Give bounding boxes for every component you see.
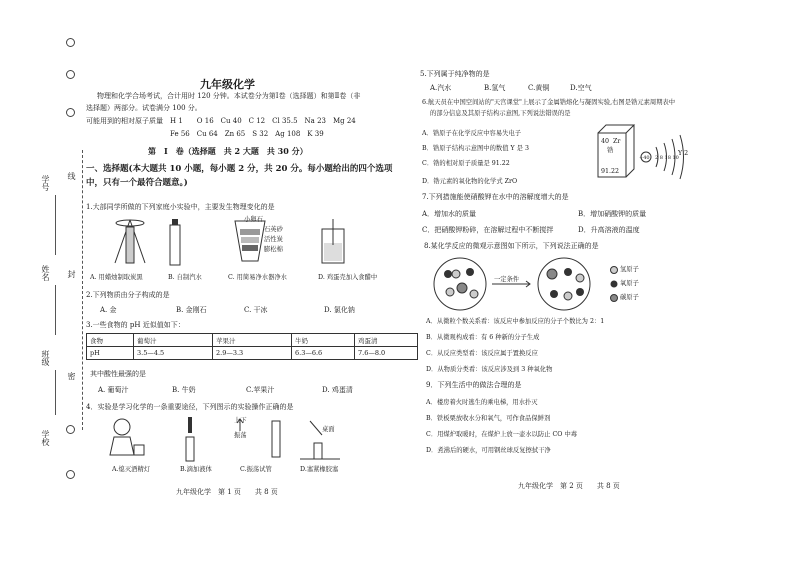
q8-option-b: B．从微观构成看：有 6 种新的分子生成 <box>426 334 540 341</box>
table-cell: 6.3—6.6 <box>292 347 355 360</box>
q9-option-b: B．铁板栗放收水分和氧气，可作食品保鲜剂 <box>426 415 551 422</box>
q7-option-d: D．升高溶液的温度 <box>578 226 640 234</box>
q9-option-a: A．楼房着火时逃生的乘电梯，用水扑灭 <box>426 399 538 406</box>
table-header: 食物 <box>87 334 134 347</box>
exam-notice-1: 物理和化学合场考试，合计用时 120 分钟。本试卷分为第Ⅰ卷（选择题）和第Ⅱ卷（非 <box>97 92 361 100</box>
exam-title: 九年级化学 <box>200 78 255 91</box>
q3-option-a: A. 葡萄汁 <box>98 386 129 394</box>
q2-option-b: B. 金刚石 <box>176 306 207 314</box>
binding-hole <box>66 470 75 479</box>
q8-option-a: A．从微粒个数关系看：该反应中参加反应的分子个数比为 2：1 <box>426 318 605 325</box>
q1-option-a: A. 用蜡烛制取炭黑 <box>90 274 143 281</box>
zr-y-label: Y 2 <box>678 150 689 157</box>
q3-option-c: C.苹果汁 <box>246 386 275 394</box>
q3-option-b: B. 牛奶 <box>172 386 196 394</box>
binding-hole <box>66 425 75 434</box>
q1-option-c: C. 用简易净水器净水 <box>228 274 287 281</box>
table-cell: 2.9—3.3 <box>213 347 292 360</box>
q5-option-d: D.空气 <box>570 84 592 92</box>
q5-option-b: B.氢气 <box>484 84 506 92</box>
q1-option-b: B. 自制汽水 <box>168 274 202 281</box>
q5-option-c: C.黄铜 <box>528 84 550 92</box>
legend-item: 氢原子 <box>620 266 639 273</box>
q5-option-a: A.汽水 <box>430 84 452 92</box>
question-8: 8.某化学反应的微观示意图如下所示，下列说法正确的是 <box>424 242 599 250</box>
zr-name: 锆 <box>607 147 614 154</box>
q6-option-d: D．锆元素的氧化物的化学式 ZrO <box>422 178 518 185</box>
q4-fig-label: 桌面 <box>322 426 335 433</box>
question-2: 2.下列物质由分子构成的是 <box>86 291 170 299</box>
table-cell: pH <box>87 347 134 360</box>
fill-line <box>55 370 56 415</box>
table-header: 苹果汁 <box>213 334 292 347</box>
question-6: 6.航天员在中国空间站的"天宫课堂"上展示了金属锆熔化与凝固实验,右图是锆元素周期表中 <box>422 99 676 106</box>
q4-figures <box>100 415 400 463</box>
page-footer-left: 九年级化学 第 1 页 共 8 页 <box>176 488 278 496</box>
ph-table <box>86 333 418 360</box>
question-4: 4．实验是学习化学的一条重要途径，下列图示的实验操作正确的是 <box>86 403 294 411</box>
q7-option-a: A．增加水的质量 <box>422 210 477 218</box>
page-footer-right: 九年级化学 第 2 页 共 8 页 <box>518 482 620 490</box>
exam-notice-2: 选择题）两部分。试卷满分 100 分。 <box>86 104 202 112</box>
zr-mass: 91.22 <box>601 168 620 175</box>
q8-reaction-diagram <box>430 256 690 316</box>
q6-option-c: C．锆的相对原子质量是 91.22 <box>422 160 510 167</box>
q1-fig-label: 活性炭 <box>264 236 283 243</box>
question-5: 5.下列属于纯净物的是 <box>420 70 490 78</box>
student-name-label: 姓名 <box>41 265 50 281</box>
table-header: 鸡蛋清 <box>355 334 418 347</box>
q7-option-b: B．增加硝酸钾的质量 <box>578 210 647 218</box>
legend-item: 氧原子 <box>620 280 639 287</box>
table-cell: 7.6—8.0 <box>355 347 418 360</box>
atomic-mass-line-1: 可能用到的相对原子质量 H 1 O 16 Cu 40 C 12 Cl 35.5 Na 23 Mg 24 <box>86 117 356 125</box>
school-label: 学校 <box>41 430 50 446</box>
question-3: 3.一些食物的 pH 近似值如下： <box>86 321 185 329</box>
student-number-label: 学号 <box>41 175 50 191</box>
q8-option-d: D．从物质分类看：该反应涉及到 3 种氧化物 <box>426 366 553 373</box>
table-header: 牛奶 <box>292 334 355 347</box>
q9-option-d: D．煮沸后的硬水，可用钢丝球反复擦拭干净 <box>426 447 551 454</box>
question-9: 9．下列生活中的做法合理的是 <box>426 381 522 389</box>
q2-option-a: A. 金 <box>100 306 117 314</box>
q7-option-c: C．把硝酸钾粉碎，在溶解过程中不断搅拌 <box>422 226 554 234</box>
zr-symbol: Zr <box>613 138 621 145</box>
q6-option-b: B．锆原子结构示意图中的数值 Y 是 3 <box>422 145 529 152</box>
part-one-heading: 第 Ⅰ 卷（选择题 共 2 大题 共 30 分） <box>148 146 308 156</box>
question-6-b: 的部分信息及其原子结构示意图,下列说法错误的是 <box>430 110 571 117</box>
q1-fig-label: 膨松棉 <box>264 246 283 253</box>
q6-option-a: A．锆原子在化学反应中容易失电子 <box>422 130 522 137</box>
binding-hole <box>66 38 75 47</box>
zr-atomic-number: 40 <box>601 138 610 145</box>
binding-hole <box>66 108 75 117</box>
section-one-heading-2: 中，只有一个最符合题意。) <box>86 178 188 188</box>
question-1: 1.大部同学所做的下列家庭小实验中，主要发生物理变化的是 <box>86 203 275 211</box>
q4-fig-label: 振荡 <box>234 432 247 439</box>
q1-option-d: D. 鸡蛋壳加入食醋中 <box>318 274 378 281</box>
q9-option-c: C．用煤炉取暖时，在煤炉上放一壶水以防止 CO 中毒 <box>426 431 578 438</box>
fill-line <box>55 195 56 255</box>
section-one-heading: 一、选择题(本大题共 10 小题，每小题 2 分，共 20 分。每小题给出的四个选项 <box>86 164 393 174</box>
q1-fig-label: 石英砂 <box>264 226 283 233</box>
table-row <box>87 347 418 360</box>
q4-option-c: C.振荡试管 <box>240 466 272 473</box>
q8-option-c: C．从反应类型看：该反应属于置换反应 <box>426 350 538 357</box>
q1-fig-label: 小卵石 <box>244 216 263 223</box>
table-header: 葡萄汁 <box>134 334 213 347</box>
q2-option-c: C. 干冰 <box>244 306 268 314</box>
q3-stem: 其中酸性最强的是 <box>90 370 146 378</box>
atomic-mass-line-2: Fe 56 Cu 64 Zn 65 S 32 Ag 108 K 39 <box>170 130 324 138</box>
question-7: 7.下列措施能使硝酸钾在水中的溶解度增大的是 <box>422 193 569 201</box>
table-cell: 3.5—4.5 <box>134 347 213 360</box>
binding-hole <box>66 70 75 79</box>
reaction-condition: 一定条件 <box>494 276 520 283</box>
q3-option-d: D. 鸡蛋清 <box>322 386 353 394</box>
legend-item: 碳原子 <box>620 294 639 301</box>
zr-shells: 2 8 18 10 <box>655 155 679 161</box>
q4-option-b: B.滴加液体 <box>180 466 212 473</box>
q4-option-d: D.塞紧橡胶塞 <box>300 466 339 473</box>
q2-option-d: D. 氯化钠 <box>324 306 355 314</box>
seal-line <box>82 150 84 430</box>
fill-line <box>55 285 56 335</box>
seal-char: 线 <box>67 172 76 180</box>
seal-char: 封 <box>67 270 76 278</box>
q4-fig-label: 上下 <box>234 417 247 424</box>
table-row <box>87 334 418 347</box>
q4-option-a: A.熄灭酒精灯 <box>112 466 151 473</box>
seal-char: 密 <box>67 372 76 380</box>
class-label: 班级 <box>41 350 50 366</box>
zr-nucleus: +40 <box>639 155 650 161</box>
